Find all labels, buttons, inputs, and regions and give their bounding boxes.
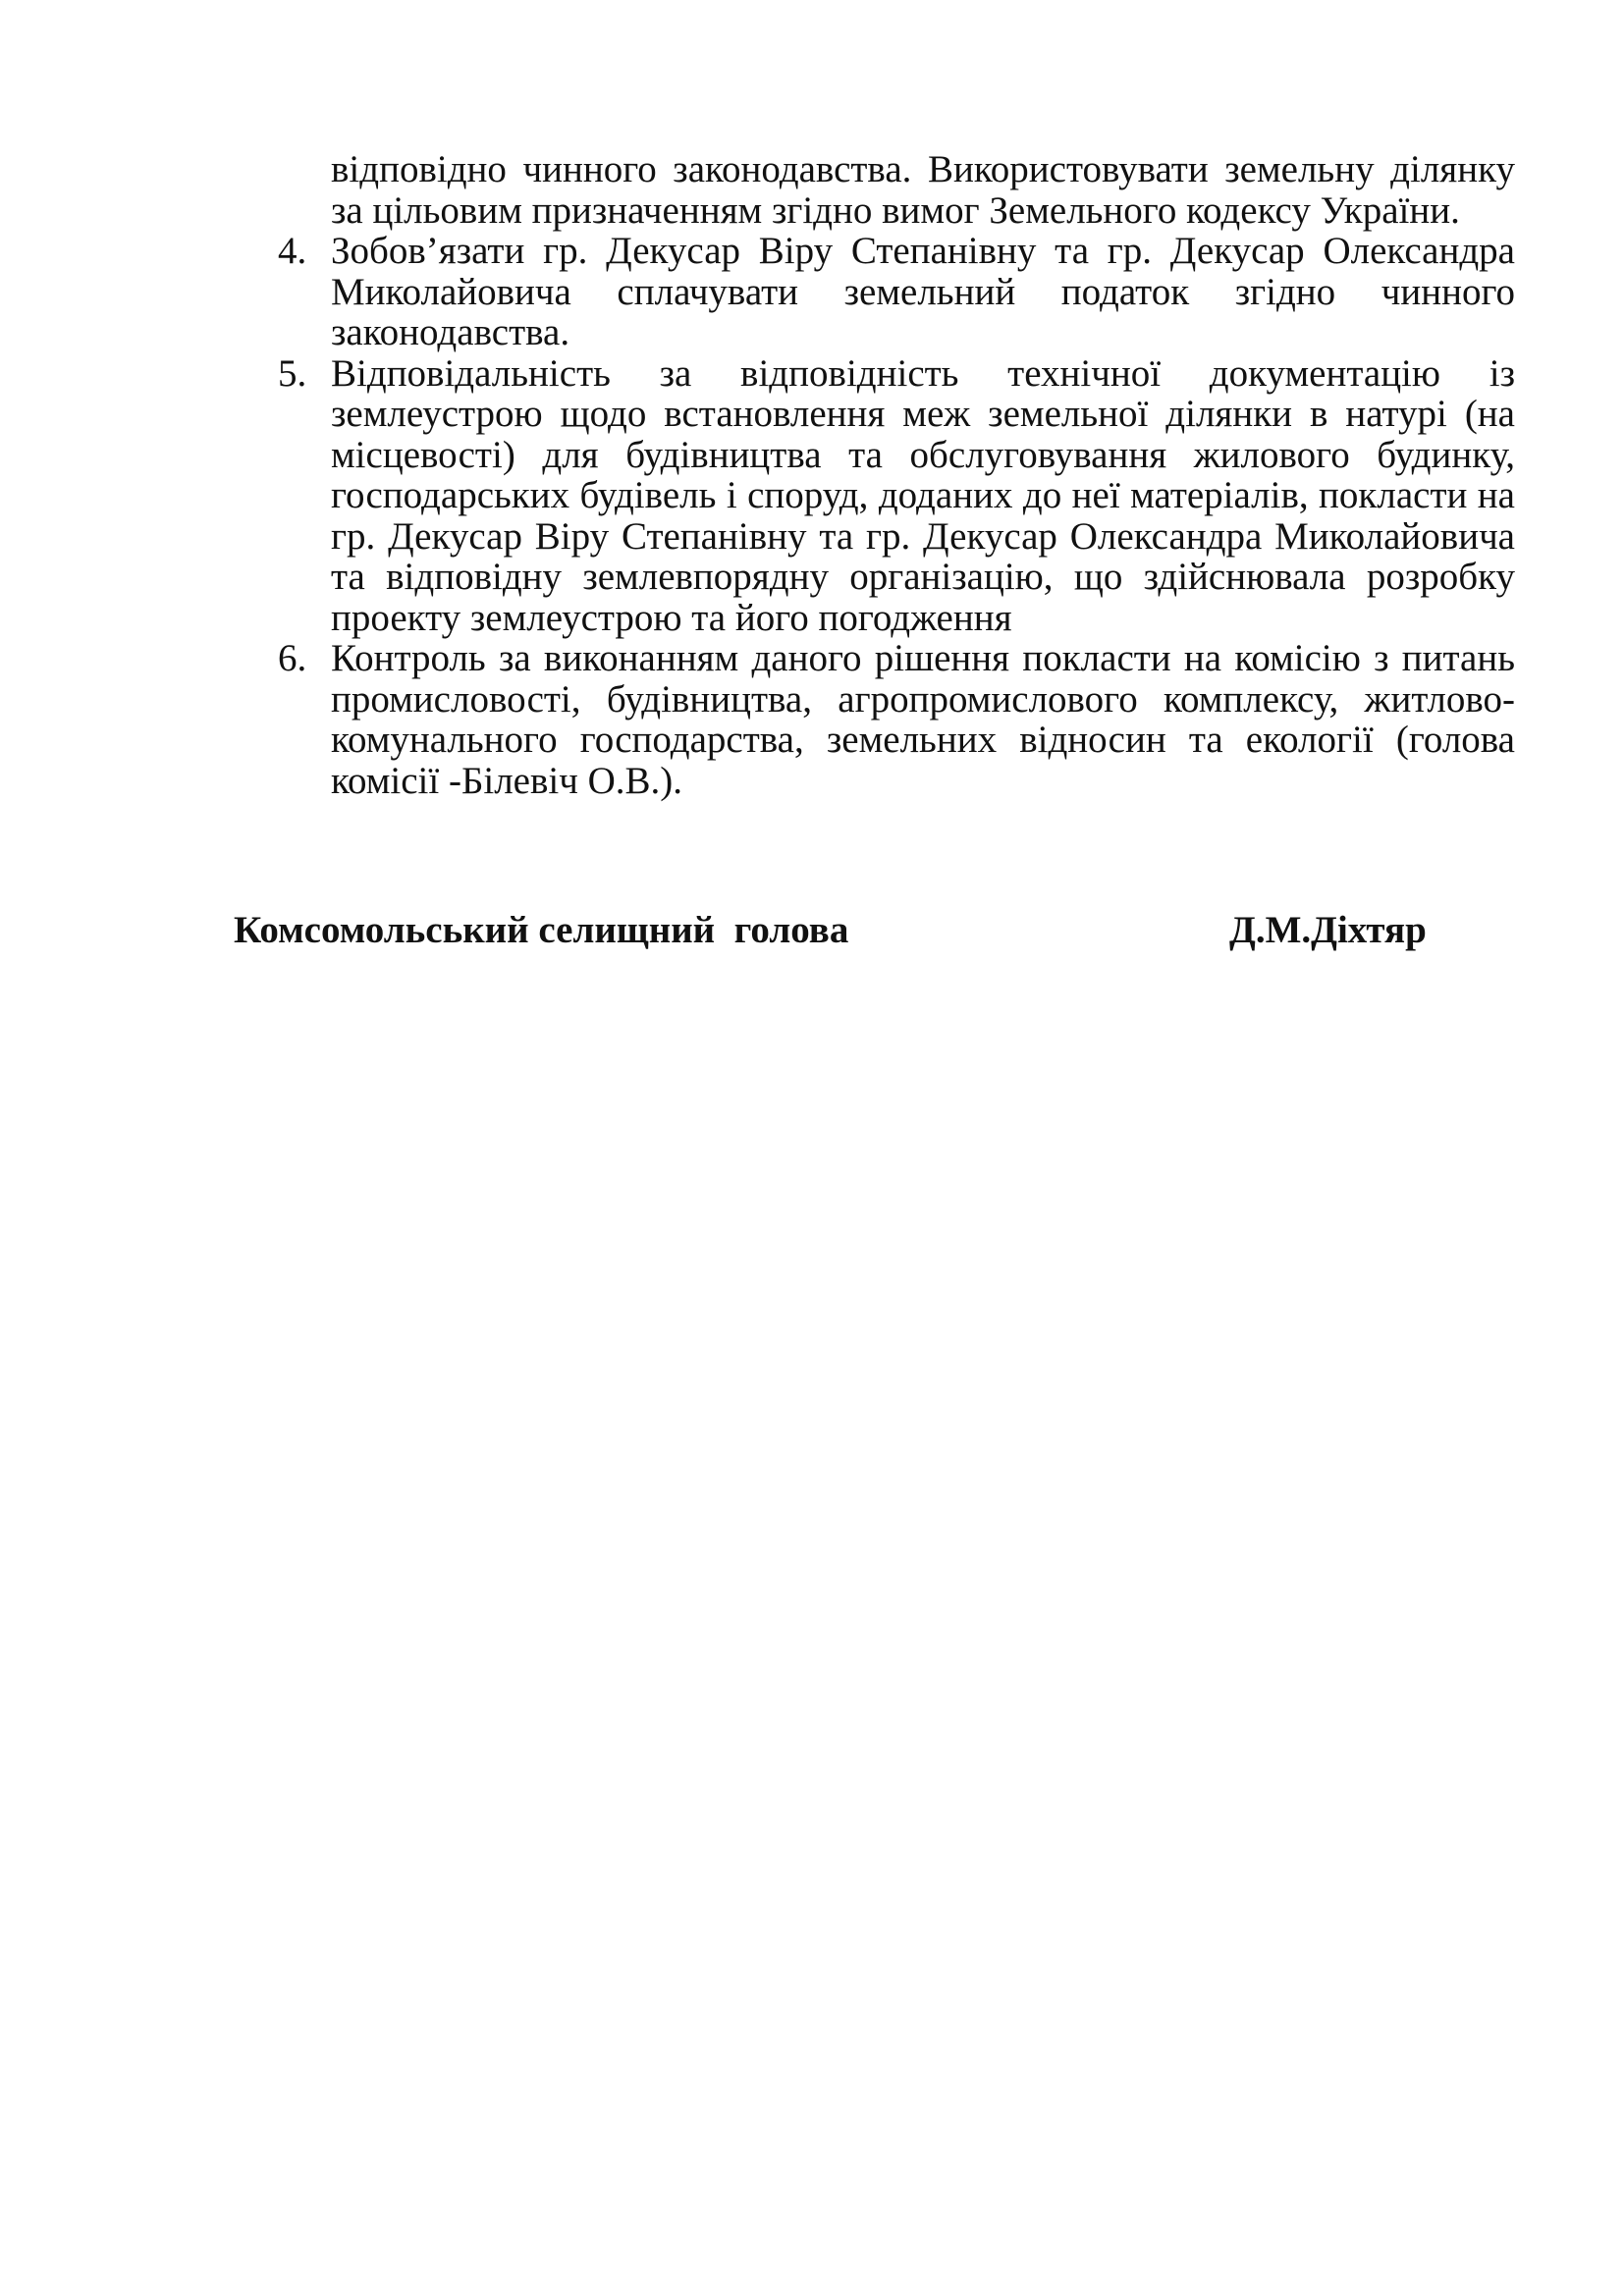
list-item-text: Відповідальність за відповідність технічної документацію із землеустрою щодо встановлення меж земельної ділянки в натурі (на місцевості) для будівництва та обслуговування жилового будинку, господарських будівель і споруд, доданих до неї матеріалів, покласти на гр. Декусар Віру Степанівну та гр. Декусар Олександра Миколайовича та відповідну землевпорядну організацію, що здійснювала розробку проекту землеустрою та його погодження [331, 351, 1515, 639]
list-item-number: 6. [278, 637, 307, 679]
list-item-number: 4. [278, 230, 307, 272]
list-item-6 [278, 638, 1515, 801]
list-item-text: Зобов’язати гр. Декусар Віру Степанівну та гр. Декусар Олександра Миколайовича сплачувати земельний податок згідно чинного законодавства. [331, 230, 1515, 353]
list-item-5 [278, 353, 1515, 639]
signature-title: Комсомольський селищний голова [234, 909, 849, 951]
signature-name: Д.М.Діхтяр [1229, 909, 1427, 951]
document-body [278, 149, 1515, 801]
continuation-paragraph: відповідно чинного законодавства. Використовувати земельну ділянку за цільовим призначенням згідно вимог Земельного кодексу України. [331, 148, 1515, 232]
list-item-4 [278, 231, 1515, 353]
list-item-text: Контроль за виконанням даного рішення покласти на комісію з питань промисловості, будівництва, агропромислового комплексу, житлово-комунального господарства, земельних відносин та екології (голова комісії -Білевіч О.В.). [331, 637, 1515, 802]
list-item-number: 5. [278, 351, 307, 395]
